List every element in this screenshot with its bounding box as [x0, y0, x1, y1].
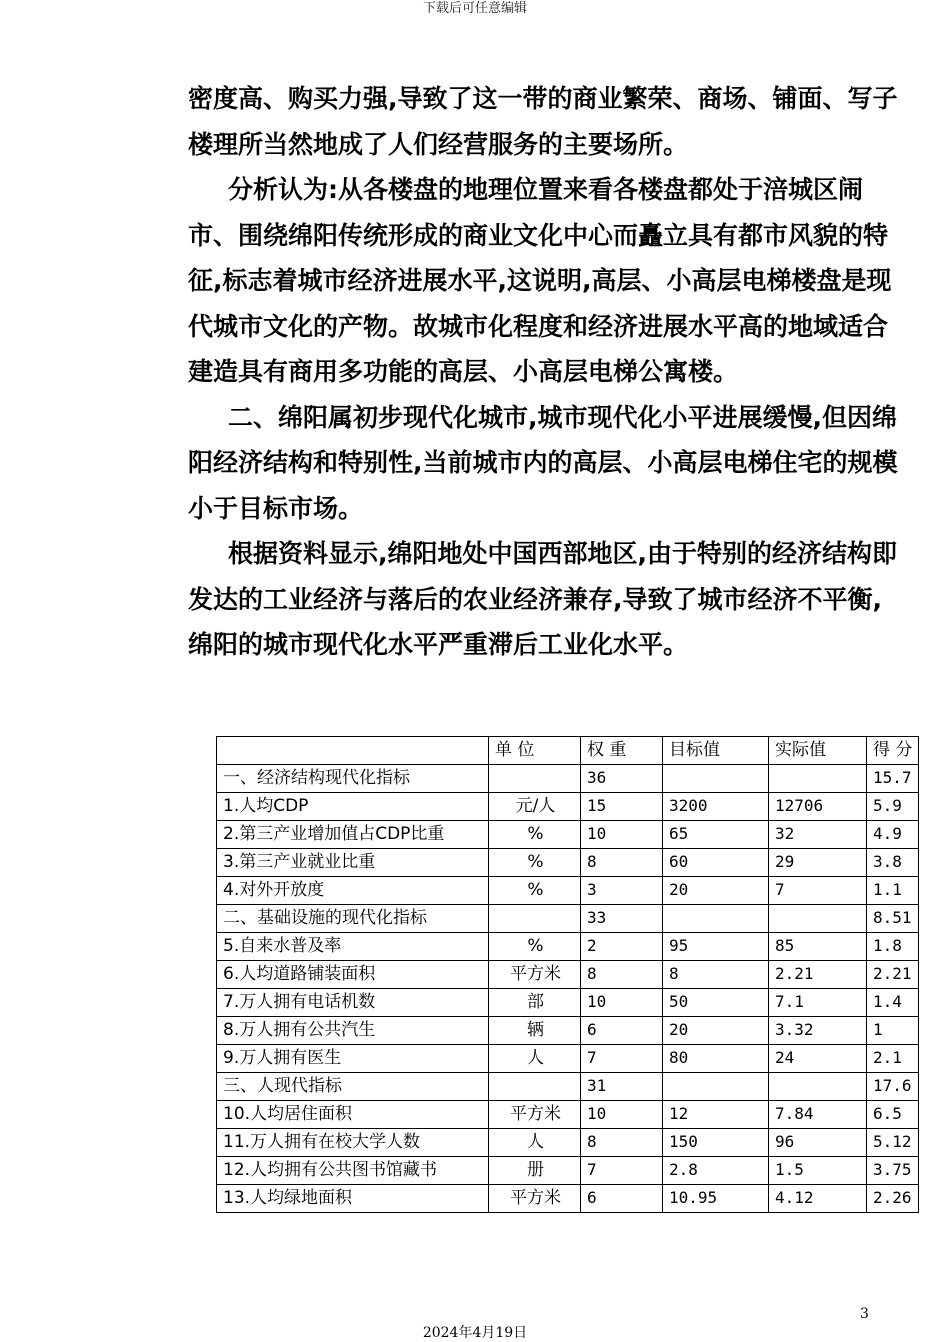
table-cell: 8 [581, 1129, 663, 1157]
table-cell: 5.9 [867, 793, 919, 821]
table-cell: 1.5 [769, 1157, 867, 1185]
table-cell: % [489, 821, 581, 849]
body-text [188, 76, 900, 668]
table-cell: 85 [769, 933, 867, 961]
table-cell: 7 [581, 1045, 663, 1073]
table-cell: 7 [581, 1157, 663, 1185]
table-cell [489, 1073, 581, 1101]
table-cell: 80 [663, 1045, 769, 1073]
table-cell: 33 [581, 905, 663, 933]
paragraph: 二、绵阳属初步现代化城市,城市现代化小平进展缓慢,但因绵阳经济结构和特别性,当前城市内的高层、小高层电梯住宅的规模小于目标市场。 [188, 402, 898, 523]
table-cell [663, 1073, 769, 1101]
table-cell: 36 [581, 765, 663, 793]
table-cell: 2 [581, 933, 663, 961]
table-header-cell: 得 分 [867, 737, 919, 765]
table-cell: 元/人 [489, 793, 581, 821]
paragraph: 根据资料显示,绵阳地处中国西部地区,由于特别的经济结构即发达的工业经济与落后的农业经济兼存,导致了城市经济不平衡,绵阳的城市现代化水平严重滞后工业化水平。 [188, 539, 897, 659]
table-cell: 150 [663, 1129, 769, 1157]
table-cell: 8 [663, 961, 769, 989]
table-cell: 7.万人拥有电话机数 [217, 989, 489, 1017]
table-cell: 一、经济结构现代化指标 [217, 765, 489, 793]
table-cell: 11.万人拥有在校大学人数 [217, 1129, 489, 1157]
table-cell: 3.32 [769, 1017, 867, 1045]
table-cell: 4.9 [867, 821, 919, 849]
table-cell: 1.人均CDP [217, 793, 489, 821]
table-cell: 平方米 [489, 1185, 581, 1213]
table-cell [769, 765, 867, 793]
table-cell: 平方米 [489, 1101, 581, 1129]
table-header-cell: 权 重 [581, 737, 663, 765]
table-cell: 32 [769, 821, 867, 849]
table-cell: 5.自来水普及率 [217, 933, 489, 961]
table-cell: 人 [489, 1129, 581, 1157]
table-row [217, 821, 919, 849]
table-cell [769, 905, 867, 933]
paragraph: 密度高、购买力强,导致了这一带的商业繁荣、商场、铺面、写子楼理所当然地成了人们经营服务的主要场所。 [188, 84, 898, 159]
table-cell: 1 [867, 1017, 919, 1045]
table-cell [769, 1073, 867, 1101]
table-row [217, 877, 919, 905]
table-cell: 15.7 [867, 765, 919, 793]
paragraph: 分析认为:从各楼盘的地理位置来看各楼盘都处于涪城区闹市、围绕绵阳传统形成的商业文化中心而矗立具有都市风貌的特征,标志着城市经济进展水平,这说明,高层、小高层电梯楼盘是现代城市文化的产物。故城市化程度和经济进展水平高的地域适合建造具有商用多功能的高层、小高层电梯公寓楼。 [188, 175, 892, 386]
table-cell: 3.第三产业就业比重 [217, 849, 489, 877]
table-cell: 6.人均道路铺装面积 [217, 961, 489, 989]
table-cell: 2.21 [867, 961, 919, 989]
table-cell: 7 [769, 877, 867, 905]
table-cell: % [489, 849, 581, 877]
table-row [217, 793, 919, 821]
page-footer-date: 2024年4月19日 [422, 1325, 528, 1341]
indicator-table [216, 736, 919, 1213]
table-cell: 4.12 [769, 1185, 867, 1213]
table-cell: 20 [663, 877, 769, 905]
table-cell: 3.8 [867, 849, 919, 877]
table-cell: 3200 [663, 793, 769, 821]
table-cell: 6 [581, 1017, 663, 1045]
table-header-cell: 单 位 [489, 737, 581, 765]
table-cell: 31 [581, 1073, 663, 1101]
table-cell: 10.人均居住面积 [217, 1101, 489, 1129]
table-header-cell: 实际值 [769, 737, 867, 765]
table-cell: 10 [581, 989, 663, 1017]
table-cell: 60 [663, 849, 769, 877]
table-cell: 人 [489, 1045, 581, 1073]
table-cell [489, 905, 581, 933]
table-row [217, 961, 919, 989]
table-row [217, 1185, 919, 1213]
table-cell: 12 [663, 1101, 769, 1129]
table-cell: 2.8 [663, 1157, 769, 1185]
table-header-cell [217, 737, 489, 765]
table-cell: 8 [581, 961, 663, 989]
table-cell: 17.6 [867, 1073, 919, 1101]
table-cell: 部 [489, 989, 581, 1017]
table-cell [489, 765, 581, 793]
table-cell: 10.95 [663, 1185, 769, 1213]
table-cell [663, 905, 769, 933]
table-cell: 辆 [489, 1017, 581, 1045]
table-cell: 12706 [769, 793, 867, 821]
table-cell: 3.75 [867, 1157, 919, 1185]
table-cell: 三、人现代指标 [217, 1073, 489, 1101]
table-row [217, 1129, 919, 1157]
table-cell: 6.5 [867, 1101, 919, 1129]
table-cell: 6 [581, 1185, 663, 1213]
table-cell: 12.人均拥有公共图书馆藏书 [217, 1157, 489, 1185]
table-row [217, 905, 919, 933]
table-row [217, 989, 919, 1017]
table-cell: 4.对外开放度 [217, 877, 489, 905]
table-cell: 8.万人拥有公共汽生 [217, 1017, 489, 1045]
table-cell: 95 [663, 933, 769, 961]
table-cell: 7.1 [769, 989, 867, 1017]
table-cell: 10 [581, 1101, 663, 1129]
table-cell: 96 [769, 1129, 867, 1157]
table-cell: 8.51 [867, 905, 919, 933]
table-cell: % [489, 877, 581, 905]
page-number: 3 [860, 1306, 869, 1322]
table-body [217, 737, 919, 1213]
table-cell: 1.4 [867, 989, 919, 1017]
table-cell [663, 765, 769, 793]
table-cell: 平方米 [489, 961, 581, 989]
table-cell: 1.1 [867, 877, 919, 905]
table-cell: 8 [581, 849, 663, 877]
table-header-row [217, 737, 919, 765]
table-cell: 3 [581, 877, 663, 905]
table-row [217, 1157, 919, 1185]
table-row [217, 849, 919, 877]
table-cell: % [489, 933, 581, 961]
table-cell: 20 [663, 1017, 769, 1045]
table-cell: 2.26 [867, 1185, 919, 1213]
table-row [217, 1017, 919, 1045]
table-cell: 65 [663, 821, 769, 849]
page-header: 下载后可任意编辑 [422, 1, 527, 16]
table-cell: 1.8 [867, 933, 919, 961]
table-row [217, 1045, 919, 1073]
table-row [217, 1073, 919, 1101]
table-cell: 13.人均绿地面积 [217, 1185, 489, 1213]
table-cell: 2.第三产业增加值占CDP比重 [217, 821, 489, 849]
table-row [217, 765, 919, 793]
table-cell: 2.21 [769, 961, 867, 989]
table-cell: 50 [663, 989, 769, 1017]
table-cell: 7.84 [769, 1101, 867, 1129]
table-header-cell: 目标值 [663, 737, 769, 765]
table-cell: 24 [769, 1045, 867, 1073]
table-cell: 册 [489, 1157, 581, 1185]
table-row [217, 1101, 919, 1129]
table-cell: 9.万人拥有医生 [217, 1045, 489, 1073]
table-cell: 10 [581, 821, 663, 849]
table-cell: 15 [581, 793, 663, 821]
table-cell: 二、基础设施的现代化指标 [217, 905, 489, 933]
table-row [217, 933, 919, 961]
table-cell: 5.12 [867, 1129, 919, 1157]
table-cell: 29 [769, 849, 867, 877]
table-cell: 2.1 [867, 1045, 919, 1073]
